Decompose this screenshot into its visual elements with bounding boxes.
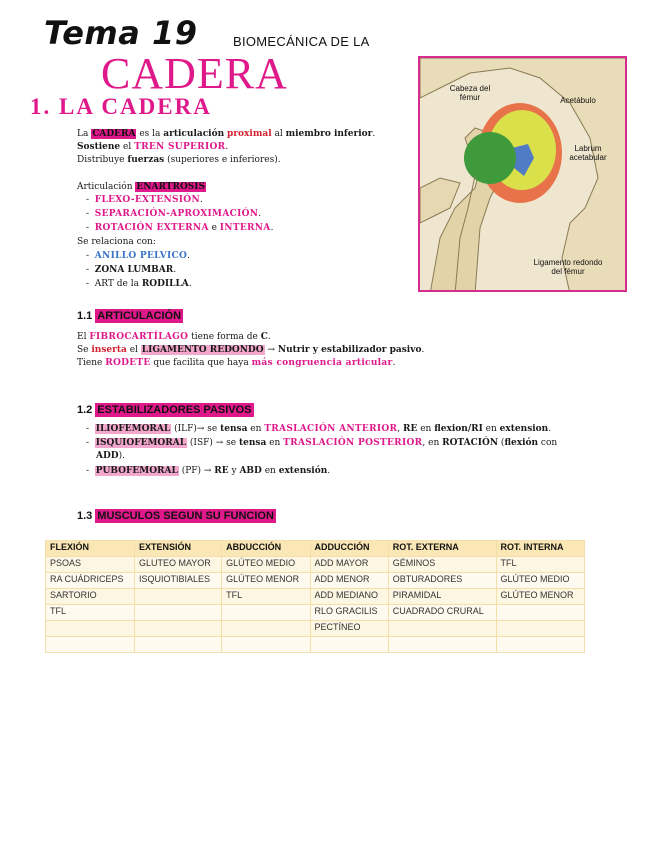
table-cell: CUADRADO CRURAL <box>388 605 496 621</box>
table-cell: GLÚTEO MEDIO <box>496 573 584 589</box>
table-cell <box>222 637 310 653</box>
movement-bullet-1: - FLEXO-EXTENSIÓN. <box>86 195 203 205</box>
table-cell: SARTORIO <box>46 589 135 605</box>
table-cell <box>46 621 135 637</box>
table-row <box>46 573 585 589</box>
table-cell: ADD MEDIANO <box>310 589 388 605</box>
stabilizer-isquiofemoral: - ISQUIOFEMORAL (ISF) → se tensa en TRASLACIÓN POSTERIOR, en ROTACIÓN (flexión con <box>86 438 558 448</box>
table-row <box>46 605 585 621</box>
table-cell: PIRAMIDAL <box>388 589 496 605</box>
table-row <box>46 557 585 573</box>
intro-line-2: Sostiene el TREN SUPERIOR. <box>77 142 229 152</box>
table-header-cell: EXTENSIÓN <box>134 541 221 557</box>
section-1-2-heading: 1.2 ESTABILIZADORES PASIVOS <box>77 404 252 416</box>
table-header-cell: FLEXIÓN <box>46 541 135 557</box>
table-cell <box>134 605 221 621</box>
muscles-table <box>45 540 585 653</box>
s11-line-1: El FIBROCARTÍLAGO tiene forma de C. <box>77 332 271 342</box>
table-cell: TFL <box>46 605 135 621</box>
table-cell <box>388 637 496 653</box>
topic-title: CADERA <box>101 49 288 98</box>
s11-line-3: Tiene RODETE que facilita que haya más congruencia articular. <box>77 358 396 368</box>
table-row <box>46 637 585 653</box>
label-acetabulo: Acetábulo <box>560 96 596 105</box>
section-1-heading: 1. LA CADERA <box>30 94 212 119</box>
table-row <box>46 621 585 637</box>
stabilizer-isquiofemoral-cont: ADD). <box>96 451 125 461</box>
intro-line-5: Se relaciona con: <box>77 237 156 247</box>
stabilizer-iliofemoral: - ILIOFEMORAL (ILF)→ se tensa en TRASLACIÓN ANTERIOR, RE en flexion/RI en extension. <box>86 424 552 434</box>
table-cell <box>134 621 221 637</box>
table-cell: TFL <box>496 557 584 573</box>
table-cell <box>496 621 584 637</box>
intro-line-4: Articulación ENARTROSIS <box>77 182 205 192</box>
table-cell <box>134 637 221 653</box>
table-cell: GLUTEO MAYOR <box>134 557 221 573</box>
s11-line-2: Se inserta el LIGAMENTO REDONDO → Nutrir y estabilizador pasivo. <box>77 345 425 355</box>
intro-line-3: Distribuye fuerzas (superiores e inferiores). <box>77 155 281 165</box>
table-cell: RA CUÁDRICEPS <box>46 573 135 589</box>
relation-bullet-1: - ANILLO PELVICO. <box>86 251 190 261</box>
movement-bullet-2: - SEPARACIÓN-APROXIMACIÓN. <box>86 209 262 219</box>
table-cell: PSOAS <box>46 557 135 573</box>
relation-bullet-3: - ART de la RODILLA. <box>86 279 192 289</box>
table-cell: TFL <box>222 589 310 605</box>
table-header-cell: ABDUCCIÓN <box>222 541 310 557</box>
table-cell: ISQUIOTIBIALES <box>134 573 221 589</box>
table-cell <box>134 589 221 605</box>
label-labrum: Labrum acetabular <box>569 144 607 162</box>
table-cell <box>46 637 135 653</box>
table-header-row <box>46 541 585 557</box>
table-cell: GLÚTEO MEDIO <box>222 557 310 573</box>
table-cell: ADD MENOR <box>310 573 388 589</box>
table-cell <box>310 637 388 653</box>
table-cell: GÉMINOS <box>388 557 496 573</box>
movement-bullet-3: - ROTACIÓN EXTERNA e INTERNA. <box>86 223 274 233</box>
table-cell: PECTÍNEO <box>310 621 388 637</box>
section-1-3-heading: 1.3 MUSCULOS SEGUN SU FUNCION <box>77 510 274 522</box>
table-header-cell: ROT. EXTERNA <box>388 541 496 557</box>
relation-bullet-2: - ZONA LUMBAR. <box>86 265 177 275</box>
intro-line-1: La CADERA es la articulación proximal al miembro inferior. <box>77 129 376 139</box>
table-cell: ADD MAYOR <box>310 557 388 573</box>
label-cabeza-femur: Cabeza del fémur <box>449 84 491 102</box>
hip-joint-illustration <box>418 56 627 292</box>
table-cell: OBTURADORES <box>388 573 496 589</box>
table-cell: GLÚTEO MENOR <box>222 573 310 589</box>
topic-subtitle: BIOMECÁNICA DE LA <box>233 34 370 49</box>
table-cell <box>222 621 310 637</box>
table-cell: GLÚTEO MENOR <box>496 589 584 605</box>
table-header-cell: ADDUCCIÓN <box>310 541 388 557</box>
section-1-1-heading: 1.1 ARTICULACIÓN <box>77 310 182 322</box>
table-cell <box>388 621 496 637</box>
table-row <box>46 589 585 605</box>
table-cell: RLO GRACILIS <box>310 605 388 621</box>
table-header-cell: ROT. INTERNA <box>496 541 584 557</box>
table-cell <box>496 605 584 621</box>
stabilizer-pubofemoral: - PUBOFEMORAL (PF) → RE y ABD en extensión. <box>86 466 331 476</box>
table-cell <box>496 637 584 653</box>
table-cell <box>222 605 310 621</box>
tema-number: Tema 19 <box>44 14 198 52</box>
label-ligamento-redondo: Ligamento redondo del fémur <box>533 258 603 276</box>
